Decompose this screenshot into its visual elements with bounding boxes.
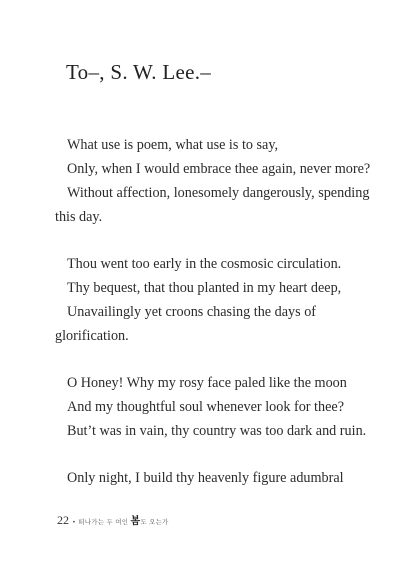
poem-line: Thou went too early in the cosmosic circulation. <box>67 256 342 272</box>
poem-line: Without affection, lonesomely dangerously, spending <box>67 185 370 201</box>
page-number: 22 <box>57 513 69 527</box>
poem-line: Only, when I would embrace thee again, never more? <box>67 161 371 177</box>
poem-title: To–, S. W. Lee.– <box>66 60 212 84</box>
poem-line: What use is poem, what use is to say, <box>67 137 279 153</box>
poem-line: But’t was in vain, thy country was too dark and ruin. <box>67 423 367 439</box>
poem-line: glorification. <box>55 328 129 344</box>
stanza-4 <box>55 466 355 490</box>
poem-line: Only night, I build thy heavenly figure adumbral <box>67 470 344 486</box>
book-title-emphasis: 봄 <box>130 516 141 527</box>
poem-line: Unavailingly yet croons chasing the days of <box>67 304 317 320</box>
book-title-suffix: 도 오는가 <box>140 518 169 526</box>
poem-line: O Honey! Why my rosy face paled like the moon <box>67 375 347 391</box>
poem-line: Thy bequest, that thou planted in my heart deep, <box>67 280 342 296</box>
stanza-2 <box>55 252 355 348</box>
stanza-3 <box>55 371 367 443</box>
running-book-title <box>72 512 169 527</box>
poem-line: this day. <box>55 209 103 225</box>
page-footer <box>57 512 169 528</box>
stanza-1 <box>55 133 371 229</box>
book-title-prefix: • 떠나가는 두 여인 <box>72 518 131 526</box>
poem-line: And my thoughtful soul whenever look for thee? <box>67 399 344 415</box>
